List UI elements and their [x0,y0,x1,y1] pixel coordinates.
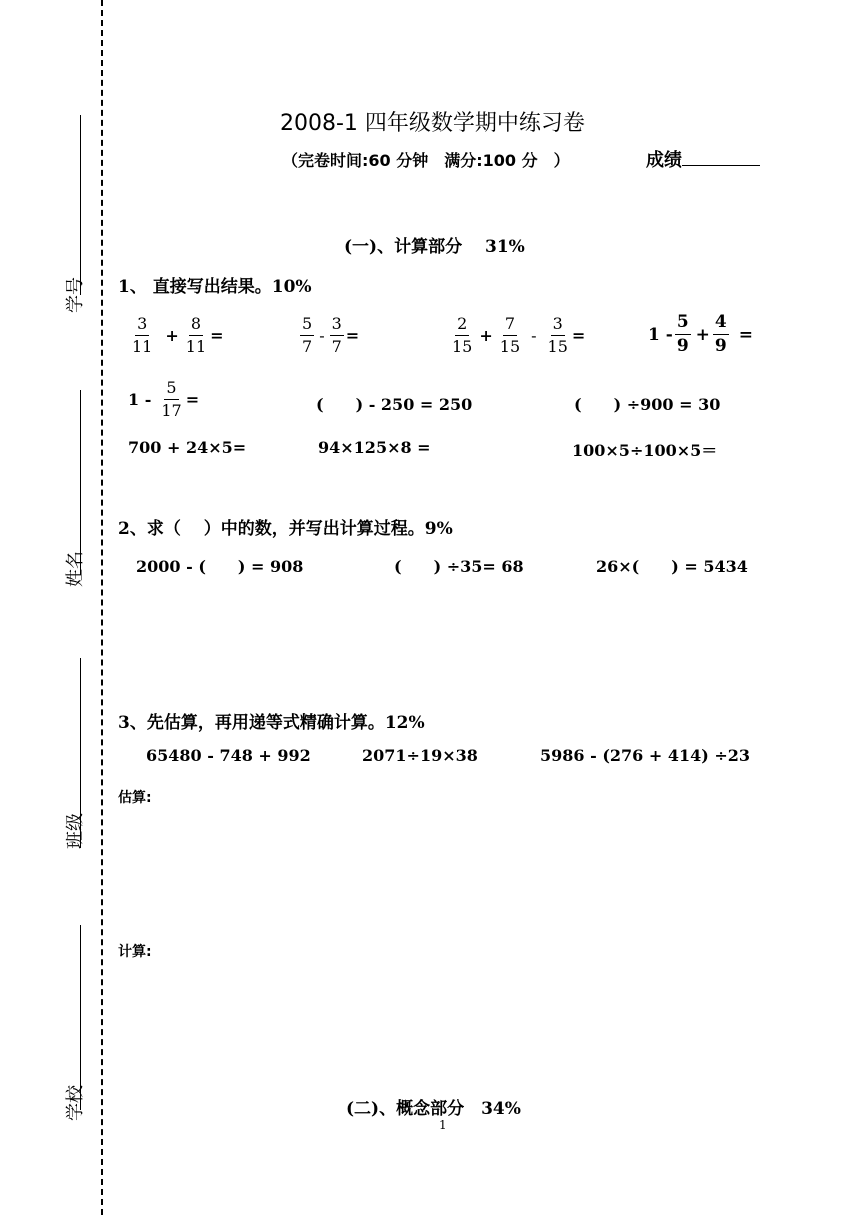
page-title: 2008-1 四年级数学期中练习卷 [280,111,585,136]
estimate-label: 估算: [118,790,152,806]
fraction: $\frac{7}{15}$ [499,314,521,356]
q1-expr-8: 700 + 24×5= [128,438,247,457]
score-label: 成绩 [646,150,682,171]
fraction: $\frac{5}{17}$ [161,378,182,420]
q2-expr-1: 2000 - ( ) = 908 [136,557,304,576]
q2-expr-3: 26×( ) = 5434 [596,557,748,576]
page-number: 1 [439,1118,447,1132]
q1-expr-6: ( ) - 250 = 250 [316,395,473,414]
q3-expr-2: 2071÷19×38 [362,746,478,765]
fraction: $\frac{5}{9}$ [676,312,689,356]
fraction: $\frac{2}{15}$ [452,314,473,356]
q1-expr-5: 1 - $\frac{5}{17}$ = [128,378,200,420]
binding-dashed-line [101,0,103,1215]
school-label: 学校 [65,1085,86,1121]
q1-expr-4: 1 - $\frac{5}{9}$ + $\frac{4}{9}$ = [648,312,753,356]
class-label: 班级 [65,813,86,849]
school-field-line[interactable] [80,925,81,1110]
q3-expr-1: 65480 - 748 + 992 [146,746,311,765]
score-blank[interactable] [682,149,760,166]
student-id-field-line[interactable] [80,115,81,295]
student-id-label: 学号 [65,277,86,313]
calc-label: 计算: [118,944,152,960]
q2-expr-2: ( ) ÷35= 68 [394,557,524,576]
q1-expr-1: $\frac{3}{11}$ + $\frac{8}{11}$ = [132,314,224,356]
q3-expr-3: 5986 - (276 + 414) ÷23 [540,746,751,765]
exam-info: （完卷时间:60 分钟 满分:100 分 ） [282,151,570,170]
q1-expr-2: $\frac{5}{7}$ - $\frac{3}{7}$ = [302,314,360,356]
section-1-heading: (一)、计算部分 31% [344,237,525,257]
q3-label: 3、先估算，再用递等式精确计算。12% [118,713,425,733]
q1-expr-10: 100×5÷100×5＝ [572,441,718,460]
section-2-heading: (二)、概念部分 34% [346,1099,521,1119]
q1-expr-3: $\frac{2}{15}$ + $\frac{7}{15}$ - $\frac{3}{15}$ = [452,314,586,356]
fraction: $\frac{3}{11}$ [132,314,153,356]
q1-expr-7: ( ) ÷900 = 30 [574,395,721,414]
name-field-line[interactable] [80,390,81,575]
q1-label: 1、 直接写出结果。10% [118,277,312,297]
fraction: $\frac{3}{15}$ [547,314,568,356]
fraction: $\frac{5}{7}$ [302,314,313,356]
fraction: $\frac{3}{7}$ [331,314,342,356]
fraction: $\frac{8}{11}$ [185,314,207,356]
name-label: 姓名 [65,551,86,587]
score-field [646,146,760,172]
q1-expr-9: 94×125×8 = [318,438,431,457]
fraction: $\frac{4}{9}$ [714,312,727,356]
q2-label: 2、求（ ）中的数，并写出计算过程。9% [118,519,453,539]
